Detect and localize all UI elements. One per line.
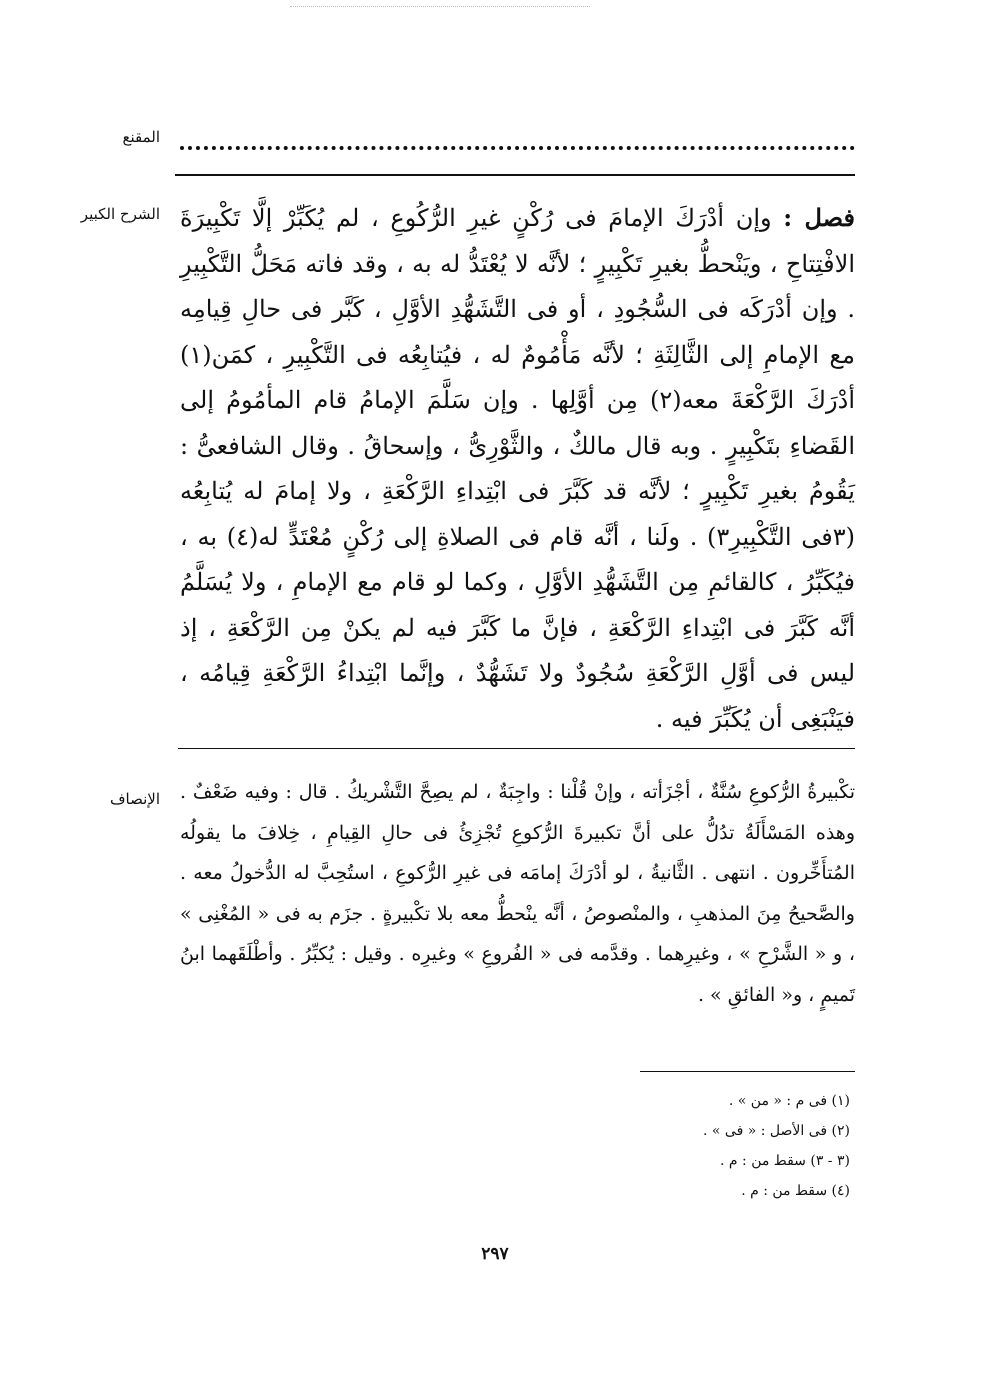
insaf-paragraph: تكْبيرةُ الرُّكوعِ سُنَّةٌ ، أجْزَأته ، وإنْ قُلْنا : واجِبَةٌ ، لم يصِحَّ التَّشْريكُ . قال : وفيه ضَعْفٌ . وهذه المَسْأَلَةُ تدُلُّ على أنَّ تكبيرةَ الرُّكوعِ تُجْزِئُ فى حالِ القِيامِ ، خِلافَ ما يقولُه المُتأَخِّرون . انتهى . الثَّانيةُ ، لو أدْرَكَ إمامَه فى غيرِ الرُّكوعِ ، استُحِبَّ له الدُّخولُ معه . والصَّحيحُ مِنَ المذهبِ ، والمنْصوصُ ، أنَّه ينْحطُّ معه بلا تكْبيرةٍ . جزَم به فى « المُغْنِى » ، و « الشَّرْحِ » ، وغيرِهما . وقدَّمه فى « الفُروعِ » وغيرِه . وقيل : يُكبِّرُ . وأطْلَقَهما ابنُ تَميمٍ ، و« الفائقِ » .: [180, 781, 855, 1006]
sharh-body: وإن أدْرَكَ الإمامَ فى رُكْنٍ غيرِ الرُّكُوعِ ، لم يُكَبِّرْ إلَّا تَكْبِيرَةَ الافْتِتاحِ ، ويَنْحطُّ بغيرِ تَكْبِيرٍ ؛ لأنَّه لا يُعْتَدُّ له به ، وقد فاته مَحَلُّ التَّكْبِيرِ . وإن أدْرَكَه فى السُّجُودِ ، أو فى التَّشَهُّدِ الأوَّلِ ، كَبَّر فى حالِ قِيامِه مع الإمامِ إلى الثَّالِثَةِ ؛ لأنَّه مَأْمُومٌ له ، فيُتابِعُه فى التَّكْبِيرِ ، كمَن(١) أدْرَكَ الرَّكْعَةَ معه(٢) مِن أوَّلِها . وإن سَلَّمَ الإمامُ قام المأمُومُ إلى القَضاءِ بتَكْبِيرٍ . وبه قال مالكٌ ، والثَّوْرِىُّ ، وإسحاقُ . وقال الشافعىُّ : يَقُومُ بغيرِ تَكْبِيرٍ ؛ لأنَّه قد كَبَّرَ فى ابْتِداءِ الرَّكْعَةِ ، ولا إمامَ له يُتابِعُه (٣فى التَّكْبِيرِ٣) . ولَنا ، أنَّه قام فى الصلاةِ إلى رُكْنٍ مُعْتَدٍّ له(٤) به ، فيُكَبِّرُ ، كالقائمِ مِن التَّشَهُّدِ الأوَّلِ ، وكما لو قام مع الإمامِ ، ولا يُسَلَّمُ أنَّه كَبَّرَ فى ابْتِداءِ الرَّكْعَةِ ، فإنَّ ما كَبَّرَ فيه لم يكنْ مِن الرَّكْعَةِ ، إذ ليس فى أوَّلِ الرَّكْعَةِ سُجُودٌ ولا تَشَهُّدٌ ، وإنَّما ابْتِداءُ الرَّكْعَةِ قِيامُه ، فيَنْبَغِى أن يُكَبِّرَ فيه .: [180, 204, 855, 733]
sharh-text: [180, 195, 855, 742]
footnotes: [550, 1086, 850, 1206]
header-rule: [175, 174, 855, 176]
sharh-label: الشرح الكبير: [80, 205, 160, 223]
section-heading: فصل :: [783, 203, 855, 232]
muqni-dotted-placeholder: [180, 128, 855, 150]
footnote-1: (١) فى م : « من » .: [728, 1093, 850, 1109]
footnote-3: (٣ - ٣) سقط من : م .: [720, 1153, 850, 1169]
section-divider: [178, 748, 855, 749]
insaf-label: الإنصاف: [109, 790, 160, 808]
footnote-2: (٢) فى الأصل : « فى » .: [703, 1123, 850, 1139]
page-number: ٢٩٧: [481, 1244, 509, 1264]
scan-artifact: [290, 6, 590, 7]
footnote-4: (٤) سقط من : م .: [741, 1183, 850, 1199]
sharh-paragraph: [180, 195, 855, 742]
insaf-text: [180, 772, 855, 1015]
muqni-label: المقنع: [122, 128, 160, 146]
footnote-divider: [640, 1071, 855, 1072]
